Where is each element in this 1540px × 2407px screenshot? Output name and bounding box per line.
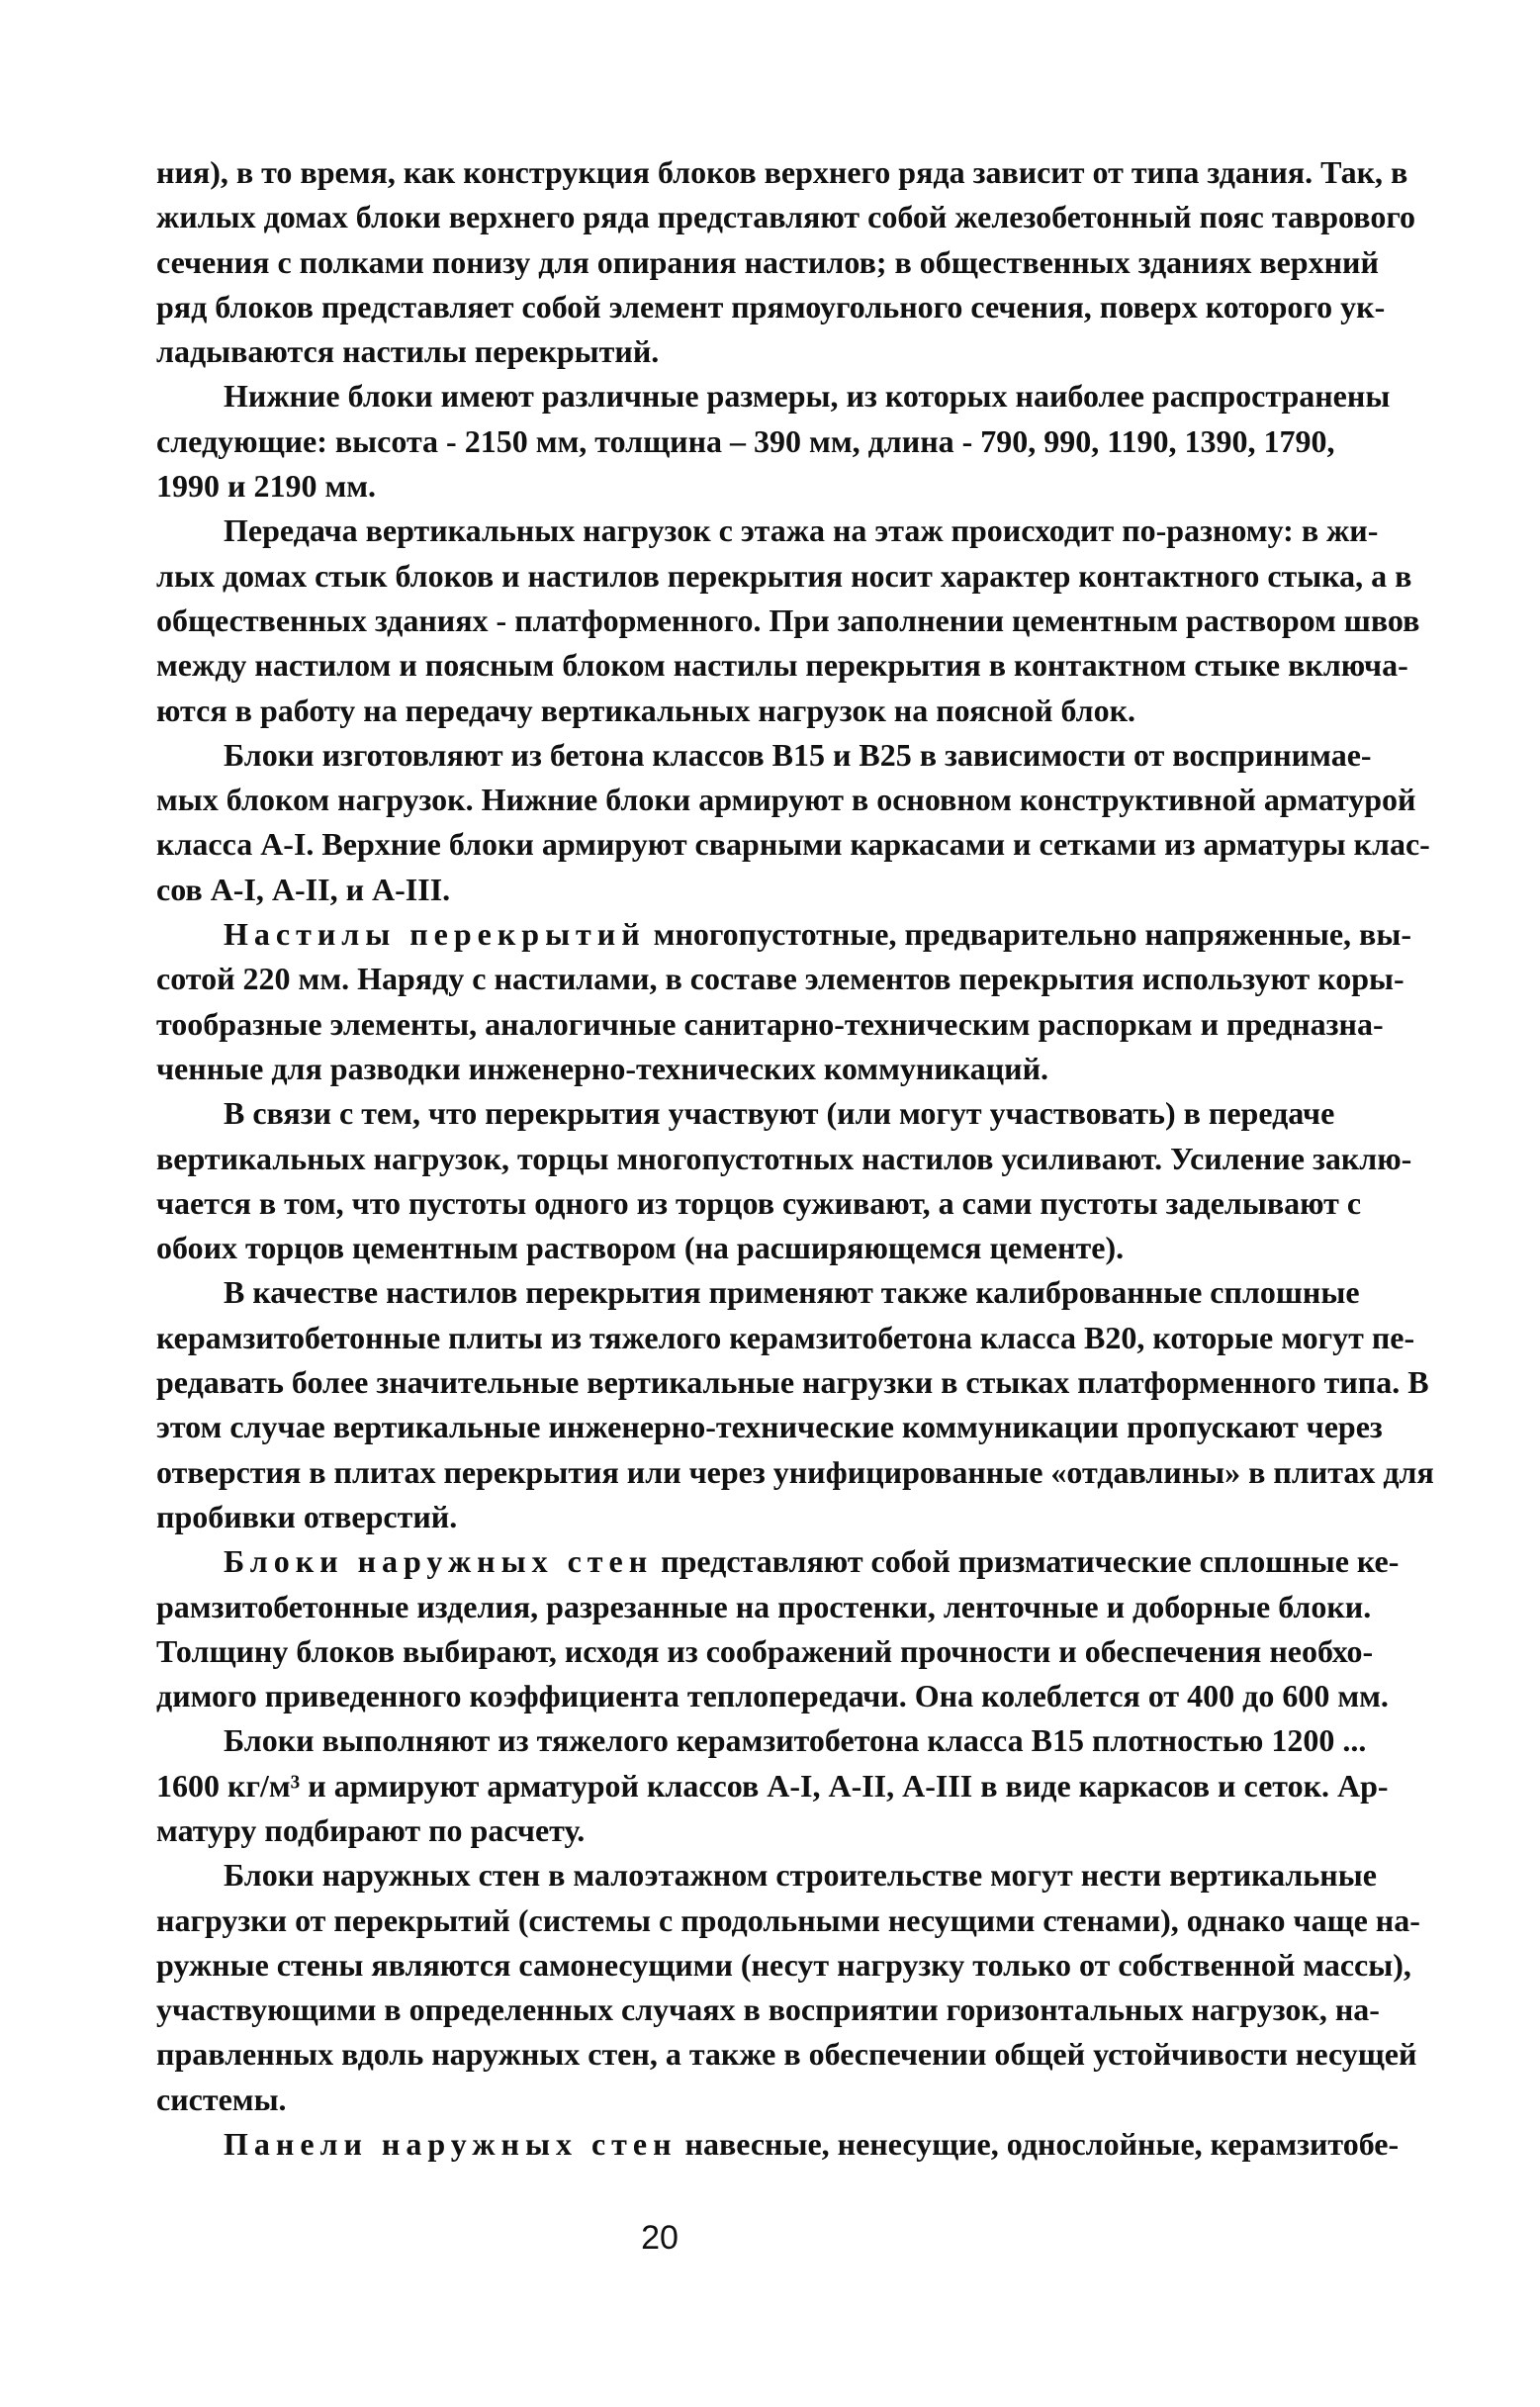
line-text: матуру подбирают по расчету. xyxy=(156,1811,586,1848)
text-line xyxy=(156,150,1408,195)
paragraph xyxy=(156,1853,1420,2122)
text-line xyxy=(156,2122,1400,2167)
text-line xyxy=(156,1047,1315,1091)
line-text: Блоки изготовляют из бетона классов В15 и В25 в зависимости от воспринимае- xyxy=(224,736,1372,773)
line-text: многопустотные, предварительно напряженные, вы- xyxy=(645,916,1411,953)
paragraph xyxy=(156,2122,1400,2167)
text-line xyxy=(156,1405,1383,1449)
paragraph xyxy=(156,509,1420,732)
line-text: рамзитобетонные изделия, разрезанные на простенки, ленточные и доборные блоки. xyxy=(156,1588,1372,1624)
line-text: пробивки отверстий. xyxy=(156,1498,458,1534)
text-line xyxy=(156,374,1391,418)
line-text: Передача вертикальных нагрузок с этажа на этаж происходит по-разному: в жи- xyxy=(224,512,1379,549)
text-line xyxy=(156,1137,1412,1181)
line-text: отверстия в плитах перекрытия или через унифицированные «отдавлины» в плитах для xyxy=(156,1453,1434,1490)
line-text: чается в том, что пустоты одного из торцов суживают, а сами пустоты заделывают с xyxy=(156,1184,1362,1221)
text-line xyxy=(156,195,1416,239)
text-line xyxy=(156,2032,1417,2077)
text-line xyxy=(156,1674,1389,1718)
line-text: сотой 220 мм. Наряду с настилами, в составе элементов перекрытия используют коры- xyxy=(156,961,1404,997)
text-line xyxy=(156,912,1411,957)
text-line xyxy=(156,1360,1429,1405)
line-text: между настилом и поясным блоком настилы перекрытия в контактном стыке включа- xyxy=(156,647,1408,684)
document-page xyxy=(156,150,1434,2167)
text-line xyxy=(156,822,1430,867)
line-text: этом случае вертикальные инженерно-технические коммуникации пропускают через xyxy=(156,1409,1383,1445)
line-text: участвующими в определенных случаях в восприятии горизонтальных нагрузок, на- xyxy=(156,1991,1380,2028)
paragraph xyxy=(156,912,1411,1091)
line-text: 1600 кг/м³ и армируют арматурой классов А-I, А-II, А-III в виде каркасов и сеток. Ар- xyxy=(156,1767,1389,1804)
paragraph xyxy=(156,1718,1389,1853)
line-text: представляют собой призматические сплошные ке- xyxy=(653,1543,1400,1580)
line-text: керамзитобетонные плиты из тяжелого керамзитобетона класса В20, которые могут пе- xyxy=(156,1319,1415,1355)
text-line xyxy=(156,1808,1315,1853)
paragraph xyxy=(156,374,1391,509)
line-text: Нижние блоки имеют различные размеры, из которых наиболее распространены xyxy=(224,378,1391,415)
text-line xyxy=(156,1316,1415,1360)
text-line xyxy=(156,1629,1374,1674)
spaced-term: Панели наружных стен xyxy=(224,2126,678,2163)
line-text: навесные, ненесущие, однослойные, керамзитобе- xyxy=(677,2126,1400,2163)
text-line xyxy=(156,1585,1372,1629)
line-text: сов А-I, А-II, и А-III. xyxy=(156,871,451,907)
text-line xyxy=(156,329,1315,374)
text-line xyxy=(156,2078,1315,2122)
line-text: мых блоком нагрузок. Нижние блоки армируют в основном конструктивной арматурой xyxy=(156,782,1416,818)
text-line xyxy=(156,1988,1380,2032)
spaced-term: Блоки наружных стен xyxy=(224,1543,654,1580)
text-line xyxy=(156,1270,1360,1315)
text-line xyxy=(156,1495,1315,1539)
line-text: жилых домах блоки верхнего ряда представляют собой железобетонный пояс таврового xyxy=(156,199,1416,235)
line-text: димого приведенного коэффициента теплопередачи. Она колеблется от 400 до 600 мм. xyxy=(156,1678,1389,1714)
text-line xyxy=(156,1718,1367,1763)
paragraph xyxy=(156,733,1430,912)
text-line xyxy=(156,464,1315,509)
text-line xyxy=(156,957,1404,1001)
line-text: Блоки выполняют из тяжелого керамзитобетона класса В15 плотностью 1200 ... xyxy=(224,1722,1367,1759)
line-text: общественных зданиях - платформенного. При заполнении цементным раствором швов xyxy=(156,602,1420,638)
paragraph xyxy=(156,150,1416,374)
line-text: класса А-I. Верхние блоки армируют сварными каркасами и сетками из арматуры клас- xyxy=(156,826,1430,863)
text-line xyxy=(156,1764,1389,1808)
line-text: сечения с полками понизу для опирания настилов; в общественных зданиях верхний xyxy=(156,243,1379,280)
line-text: ружные стены являются самонесущими (несут нагрузку только от собственной массы), xyxy=(156,1946,1411,1983)
line-text: ченные для разводки инженерно-технических коммуникаций. xyxy=(156,1050,1049,1086)
line-text: системы. xyxy=(156,2081,287,2117)
text-line xyxy=(156,689,1315,733)
text-line xyxy=(156,509,1379,553)
line-text: Толщину блоков выбирают, исходя из соображений прочности и обеспечения необхо- xyxy=(156,1632,1374,1669)
text-line xyxy=(156,1091,1335,1136)
text-line xyxy=(156,733,1372,778)
text-line xyxy=(156,1943,1411,1988)
line-text: нагрузки от перекрытий (системы с продольными несущими стенами), однако чаще на- xyxy=(156,1901,1420,1938)
line-text: следующие: высота - 2150 мм, толщина – 390 мм, длина - 790, 990, 1190, 1390, 1790, xyxy=(156,422,1335,459)
text-line xyxy=(156,285,1386,329)
line-text: 1990 и 2190 мм. xyxy=(156,468,377,505)
line-text: правленных вдоль наружных стен, а также в обеспечении общей устойчивости несущей xyxy=(156,2036,1417,2073)
line-text: ладываются настилы перекрытий. xyxy=(156,333,660,370)
line-text: тообразные элементы, аналогичные санитарно-техническим распоркам и предназна- xyxy=(156,1005,1384,1042)
line-text: В связи с тем, что перекрытия участвуют (или могут участвовать) в передаче xyxy=(224,1095,1335,1132)
line-text: ния), в то время, как конструкция блоков верхнего ряда зависит от типа здания. Так, в xyxy=(156,154,1408,190)
page-number: 20 xyxy=(641,2219,679,2257)
line-text: ются в работу на передачу вертикальных нагрузок на поясной блок. xyxy=(156,692,1136,728)
spaced-term: Настилы перекрытий xyxy=(224,916,646,953)
text-line xyxy=(156,1002,1384,1047)
text-line xyxy=(156,1898,1420,1943)
line-text: обоих торцов цементным раствором (на расширяющемся цементе). xyxy=(156,1230,1125,1266)
text-line xyxy=(156,1450,1434,1495)
text-line xyxy=(156,1539,1400,1584)
line-text: лых домах стык блоков и настилов перекрытия носит характер контактного стыка, а в xyxy=(156,557,1412,594)
text-line xyxy=(156,868,1315,912)
text-line xyxy=(156,1853,1377,1898)
text-line xyxy=(156,554,1412,599)
paragraph xyxy=(156,1091,1412,1270)
text-line xyxy=(156,240,1379,285)
line-text: редавать более значительные вертикальные нагрузки в стыках платформенного типа. В xyxy=(156,1364,1429,1401)
paragraph xyxy=(156,1270,1434,1539)
text-line xyxy=(156,1226,1315,1270)
text-line xyxy=(156,778,1416,822)
line-text: В качестве настилов перекрытия применяют также калиброванные сплошные xyxy=(224,1274,1360,1311)
line-text: Блоки наружных стен в малоэтажном строительстве могут нести вертикальные xyxy=(224,1857,1377,1894)
text-line xyxy=(156,643,1408,688)
line-text: ряд блоков представляет собой элемент прямоугольного сечения, поверх которого ук- xyxy=(156,288,1386,324)
text-line xyxy=(156,1181,1362,1226)
paragraph xyxy=(156,1539,1400,1718)
line-text: вертикальных нагрузок, торцы многопустотных настилов усиливают. Усиление заклю- xyxy=(156,1140,1412,1176)
text-line xyxy=(156,599,1420,643)
text-line xyxy=(156,419,1335,464)
